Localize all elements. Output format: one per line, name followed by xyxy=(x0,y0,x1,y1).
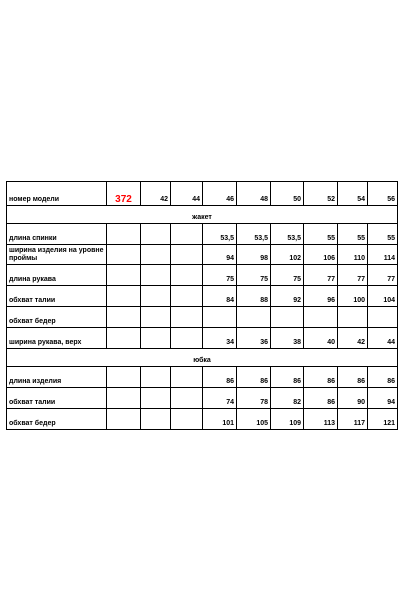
measurement-label: ширина рукава, верх xyxy=(7,328,107,349)
measurement-label: обхват талии xyxy=(7,286,107,307)
measurement-value: 34 xyxy=(203,328,237,349)
measurement-label: обхват талии xyxy=(7,388,107,409)
measurement-row xyxy=(7,245,398,265)
model-column-cell xyxy=(107,328,141,349)
size-header: 50 xyxy=(271,182,304,206)
section-row xyxy=(7,206,398,224)
measurement-value: 53,5 xyxy=(203,224,237,245)
measurement-value xyxy=(304,307,338,328)
measurement-row xyxy=(7,265,398,286)
measurement-value: 104 xyxy=(368,286,398,307)
measurement-value xyxy=(141,265,171,286)
measurement-value: 110 xyxy=(338,245,368,265)
measurement-value xyxy=(368,307,398,328)
measurement-value: 98 xyxy=(237,245,271,265)
measurement-value: 74 xyxy=(203,388,237,409)
measurement-value: 117 xyxy=(338,409,368,430)
measurement-value xyxy=(141,286,171,307)
measurement-value: 86 xyxy=(304,367,338,388)
measurement-value xyxy=(338,307,368,328)
measurement-value: 78 xyxy=(237,388,271,409)
model-column-cell xyxy=(107,367,141,388)
measurement-value: 77 xyxy=(304,265,338,286)
measurement-value xyxy=(171,307,203,328)
measurement-value xyxy=(141,388,171,409)
measurement-row xyxy=(7,388,398,409)
measurement-value xyxy=(141,328,171,349)
model-number: 372 xyxy=(107,182,141,206)
measurement-value: 77 xyxy=(338,265,368,286)
measurement-value: 121 xyxy=(368,409,398,430)
measurement-value: 53,5 xyxy=(271,224,304,245)
model-label: номер модели xyxy=(7,182,107,206)
model-column-cell xyxy=(107,245,141,265)
measurement-value: 109 xyxy=(271,409,304,430)
measurement-label: ширина изделия на уровне проймы xyxy=(7,245,107,265)
measurement-value: 88 xyxy=(237,286,271,307)
size-table xyxy=(6,181,398,430)
section-title: жакет xyxy=(7,206,398,224)
measurement-label: длина спинки xyxy=(7,224,107,245)
size-header: 44 xyxy=(171,182,203,206)
measurement-row xyxy=(7,307,398,328)
header-row xyxy=(7,182,398,206)
measurement-value xyxy=(271,307,304,328)
measurement-value xyxy=(203,307,237,328)
measurement-value: 53,5 xyxy=(237,224,271,245)
measurement-value xyxy=(171,286,203,307)
measurement-row xyxy=(7,286,398,307)
measurement-value: 55 xyxy=(368,224,398,245)
measurement-value: 75 xyxy=(203,265,237,286)
measurement-value: 113 xyxy=(304,409,338,430)
measurement-value xyxy=(171,245,203,265)
measurement-row xyxy=(7,367,398,388)
measurement-value: 44 xyxy=(368,328,398,349)
model-column-cell xyxy=(107,265,141,286)
measurement-row xyxy=(7,328,398,349)
measurement-value: 82 xyxy=(271,388,304,409)
measurement-value xyxy=(171,224,203,245)
measurement-value: 86 xyxy=(368,367,398,388)
measurement-row xyxy=(7,224,398,245)
model-column-cell xyxy=(107,224,141,245)
size-header: 42 xyxy=(141,182,171,206)
measurement-value xyxy=(141,367,171,388)
measurement-value: 38 xyxy=(271,328,304,349)
measurement-value: 75 xyxy=(271,265,304,286)
model-column-cell xyxy=(107,409,141,430)
size-header: 46 xyxy=(203,182,237,206)
measurement-label: обхват бедер xyxy=(7,409,107,430)
measurement-value: 106 xyxy=(304,245,338,265)
measurement-value: 55 xyxy=(338,224,368,245)
measurement-value xyxy=(171,409,203,430)
measurement-value: 86 xyxy=(338,367,368,388)
measurement-value: 75 xyxy=(237,265,271,286)
measurement-value: 86 xyxy=(304,388,338,409)
measurement-value: 114 xyxy=(368,245,398,265)
measurement-value xyxy=(141,409,171,430)
measurement-value xyxy=(171,367,203,388)
measurement-value: 100 xyxy=(338,286,368,307)
measurement-value: 40 xyxy=(304,328,338,349)
section-row xyxy=(7,349,398,367)
measurement-value: 84 xyxy=(203,286,237,307)
measurement-value: 36 xyxy=(237,328,271,349)
measurement-value xyxy=(141,224,171,245)
model-column-cell xyxy=(107,388,141,409)
section-title: юбка xyxy=(7,349,398,367)
model-column-cell xyxy=(107,307,141,328)
measurement-row xyxy=(7,409,398,430)
measurement-label: длина изделия xyxy=(7,367,107,388)
measurement-value: 105 xyxy=(237,409,271,430)
size-header: 48 xyxy=(237,182,271,206)
size-header: 52 xyxy=(304,182,338,206)
measurement-value: 94 xyxy=(368,388,398,409)
measurement-value: 92 xyxy=(271,286,304,307)
measurement-value: 86 xyxy=(237,367,271,388)
model-column-cell xyxy=(107,286,141,307)
measurement-value: 102 xyxy=(271,245,304,265)
measurement-label: обхват бедер xyxy=(7,307,107,328)
size-header: 54 xyxy=(338,182,368,206)
measurement-value xyxy=(171,388,203,409)
measurement-value: 86 xyxy=(203,367,237,388)
size-header: 56 xyxy=(368,182,398,206)
measurement-value: 42 xyxy=(338,328,368,349)
measurement-value: 101 xyxy=(203,409,237,430)
size-table-body xyxy=(7,182,398,430)
measurement-value xyxy=(141,245,171,265)
measurement-value xyxy=(141,307,171,328)
measurement-value xyxy=(171,328,203,349)
measurement-value xyxy=(171,265,203,286)
measurement-value: 90 xyxy=(338,388,368,409)
measurement-value: 55 xyxy=(304,224,338,245)
measurement-value: 94 xyxy=(203,245,237,265)
measurement-value: 77 xyxy=(368,265,398,286)
measurement-value xyxy=(237,307,271,328)
measurement-value: 96 xyxy=(304,286,338,307)
measurement-value: 86 xyxy=(271,367,304,388)
measurement-label: длина рукава xyxy=(7,265,107,286)
